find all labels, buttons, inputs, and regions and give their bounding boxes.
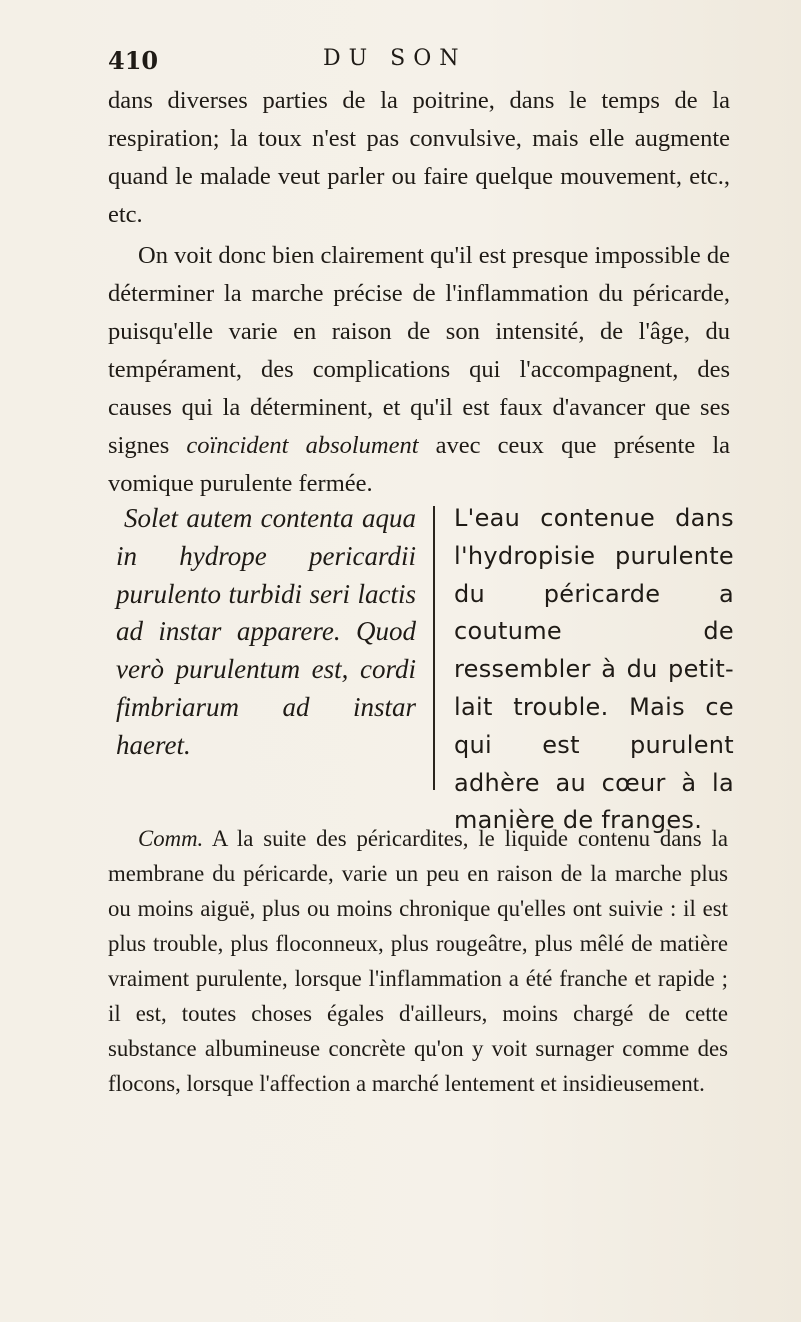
paragraph-conclusion <box>108 237 730 503</box>
column-divider <box>433 506 435 790</box>
french-translation-column: L'eau contenue dans l'hydropisie purulente du péricarde a coutume de ressembler à du petit-lait trouble. Mais ce qui est purulent adhère au cœur à la manière de franges. <box>454 504 734 835</box>
parallel-text-columns <box>108 500 734 835</box>
page-header <box>108 46 668 75</box>
paragraph-conclusion-text: On voit donc bien clairement qu'il est presque impossible de déterminer la marche précise de l'inflammation du péricarde, puisqu'elle varie en raison de son intensité, de l'âge, du tempérament, des complications qui l'accompagnent, des causes qui la déterminent, et qu'il est faux d'avancer que ses signes <box>108 242 730 459</box>
paragraph-continued: dans diverses parties de la poitrine, dans le temps de la respiration; la toux n'est pas convulsive, mais elle augmente quand le malade veut parler ou faire quelque mouvement, etc., etc. <box>108 87 730 228</box>
latin-text-column: Solet autem contenta aqua in hydrope pericardii purulento turbidi seri lactis ad instar apparere. Quod verò purulentum est, cordi fimbriarum ad instar haeret. <box>116 503 416 760</box>
commentary-text: A la suite des péricardites, le liquide contenu dans la membrane du péricarde, varie un peu en raison de la marche plus ou moins aiguë, plus ou moins chronique qu'elles ont suivie : il est plus trouble, plus floconneux, plus rougeâtre, plus mêlé de matière vraiment purulente, lorsque l'inflammation a été franche et rapide ; il est, toutes choses égales d'ailleurs, moins chargé de cette substance albumineuse concrète qu'on y voit surnager comme des flocons, lorsque l'affection a marché lentement et insidieusement. <box>108 826 728 1096</box>
paragraph-conclusion-end: avec ceux que présente la vomique purulente fermée. <box>108 432 731 497</box>
page-number: 410 <box>108 46 159 75</box>
emphasized-phrase: coïncident absolument <box>186 432 419 459</box>
running-title: DU SON <box>323 46 467 71</box>
commentary-paragraph <box>108 821 728 1101</box>
commentary-label: Comm. <box>138 826 204 851</box>
